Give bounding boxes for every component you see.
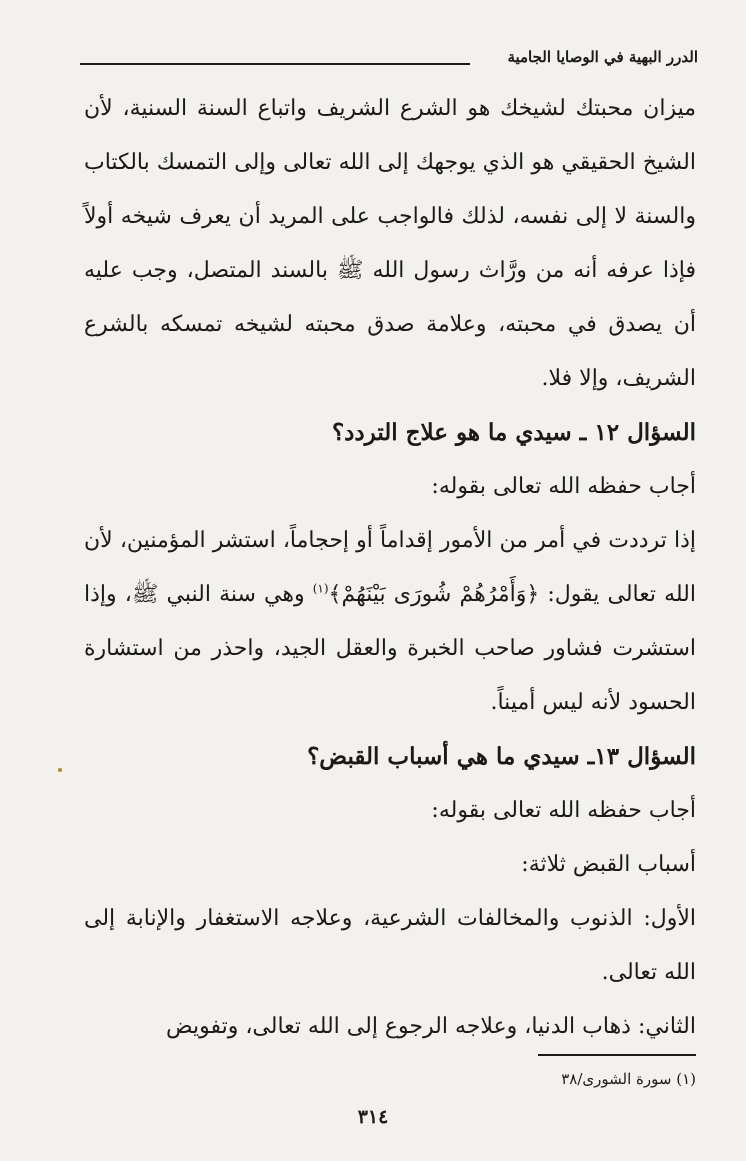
question-heading: السؤال ١٢ ـ سيدي ما هو علاج التردد؟ (331, 419, 696, 446)
answer-intro: أجاب حفظه الله تعالى بقوله: (431, 474, 696, 499)
header-rule (80, 63, 470, 65)
paragraph: ميزان محبتك لشيخك هو الشرع الشريف واتباع السنة السنية، لأن الشيخ الحقيقي هو الذي يوجهك إلى الله تعالى وإلى التمسك بالكتاب والسنة لا إلى نفسه، لذلك فالواجب على المريد أن يعرف شيخه أولاً فإذا عرفه أنه من ورَّاث رسول الله ﷺ بالسند المتصل، وجب عليه أن يصدق في محبته، وعلامة صدق محبته لشيخه تمسكه بالشرع الشريف، وإلا فلا. (84, 96, 696, 391)
answer-intro: أجاب حفظه الله تعالى بقوله: (431, 798, 696, 823)
list-heading: أسباب القبض ثلاثة: (521, 852, 696, 877)
footnote-marker: (١) (312, 581, 329, 596)
paragraph-continuation: وهي سنة النبي ﷺ، وإذا استشرت فشاور صاحب الخبرة والعقل الجيد، واحذر من استشارة الحسود لأنه ليس أميناً. (84, 582, 696, 715)
footnote: (١) سورة الشورى/٣٨ (561, 1070, 696, 1088)
running-header (80, 48, 698, 76)
question-heading: السؤال ١٣ـ سيدي ما هي أسباب القبض؟ (307, 743, 696, 770)
list-item: الأول: الذنوب والمخالفات الشرعية، وعلاجه الاستغفار والإنابة إلى الله تعالى. (84, 906, 696, 985)
paragraph (84, 514, 696, 730)
footnote-rule (538, 1054, 696, 1056)
page-number: ٣١٤ (357, 1106, 389, 1128)
paper-speck (58, 768, 62, 772)
quran-quote-text: إذا ترددت في أمر من الأمور إقداماً أو إحجاماً، استشر المؤمنين، لأن الله تعالى يقول: ﴿وَأَمْرُهُمْ شُورَى بَيْنَهُمْ﴾ (84, 528, 696, 607)
page-body (84, 82, 696, 1054)
book-title: الدرر البهية في الوصايا الجامية (507, 48, 698, 66)
list-item: الثاني: ذهاب الدنيا، وعلاجه الرجوع إلى الله تعالى، وتفويض (166, 1014, 696, 1039)
